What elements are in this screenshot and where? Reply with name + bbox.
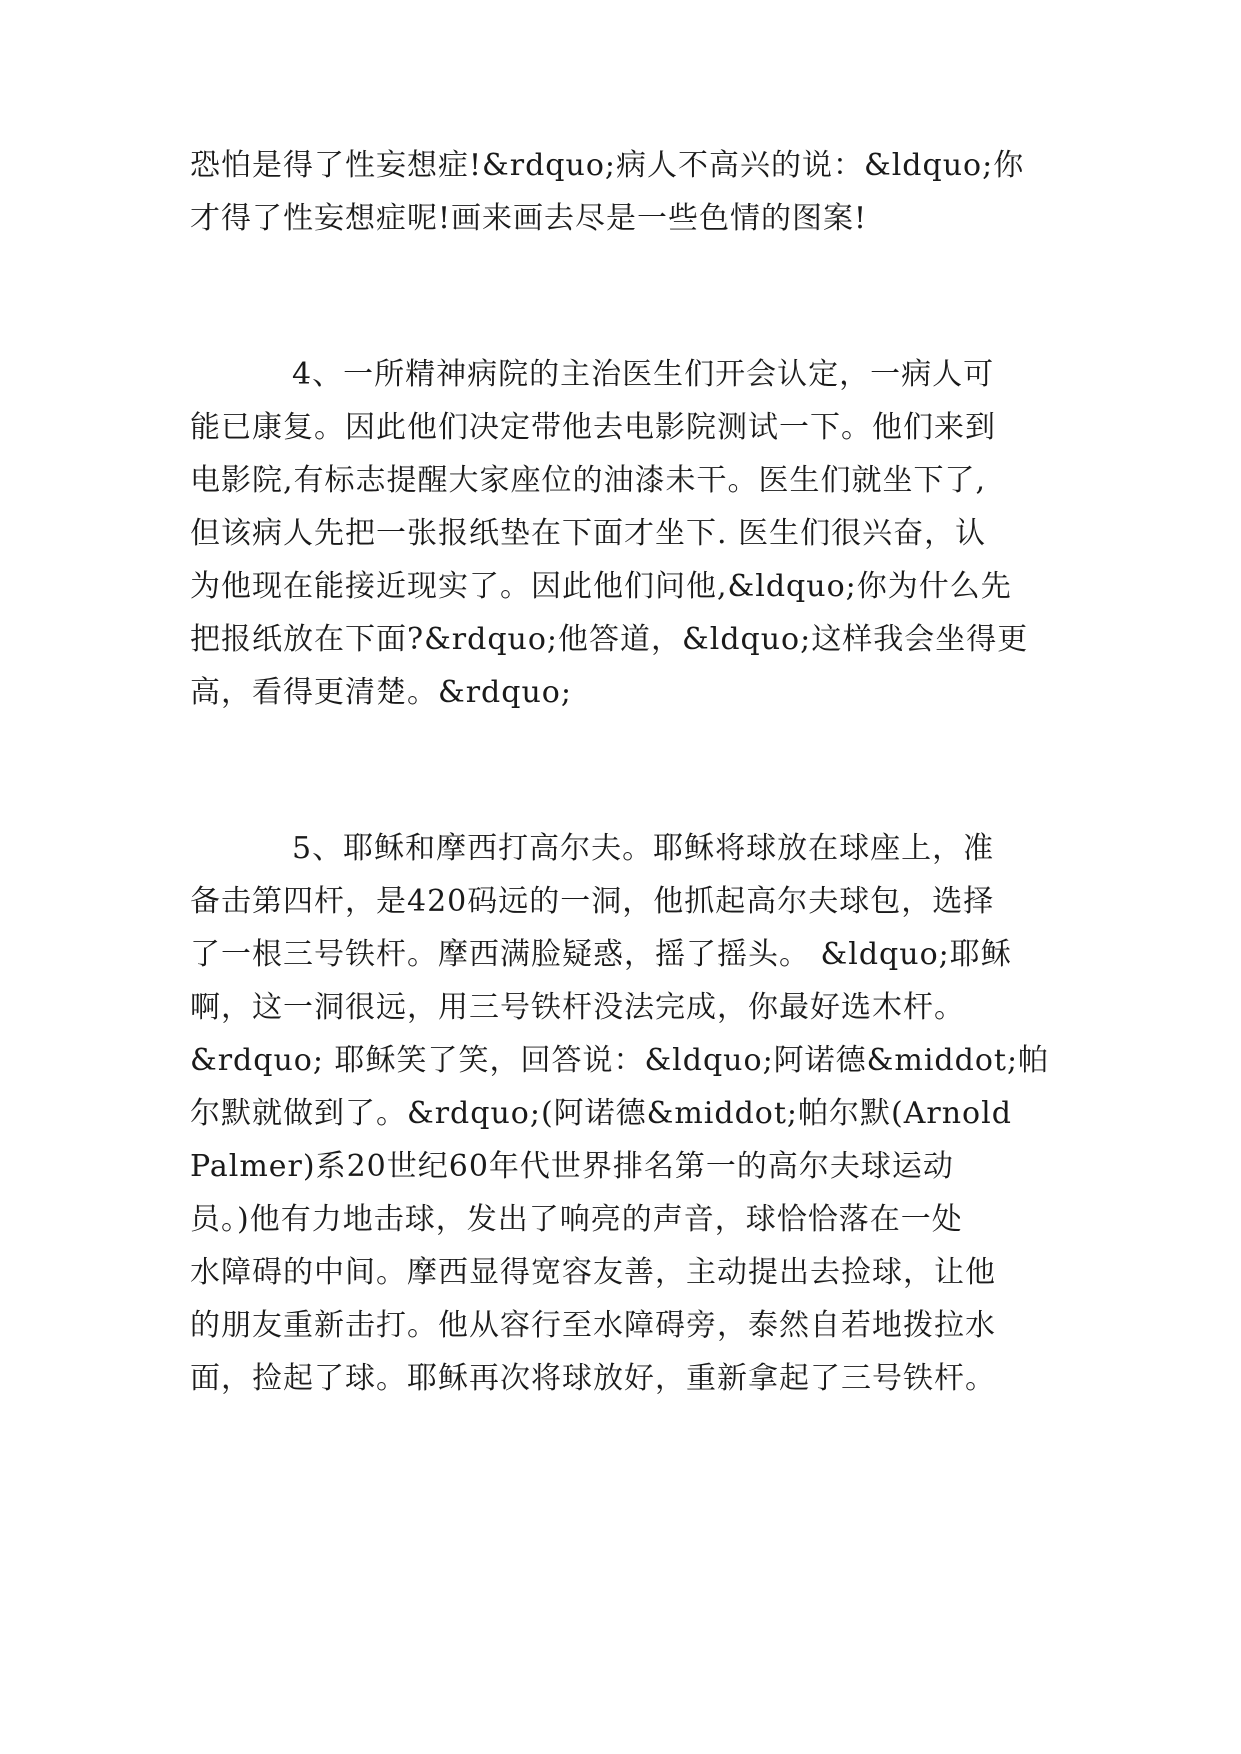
text-line: 的朋友重新击打。他从容行至水障碍旁，泰然自若地拨拉水 — [190, 1308, 996, 1343]
text-line: &rdquo; 耶稣笑了笑，回答说：&ldquo;阿诺德&middot;帕 — [190, 1043, 1050, 1078]
text-line: 员。)他有力地击球，发出了响亮的声音，球恰恰落在一处 — [190, 1202, 963, 1237]
text-line: 尔默就做到了。&rdquo;(阿诺德&middot;帕尔默(Arnold — [190, 1096, 1012, 1131]
text-line: 恐怕是得了性妄想症!&rdquo;病人不高兴的说：&ldquo;你 — [190, 148, 1025, 183]
text-line: 啊，这一洞很远，用三号铁杆没法完成，你最好选木杆。 — [190, 990, 965, 1025]
text-line: 5、耶稣和摩西打高尔夫。耶稣将球放在球座上，准 — [292, 831, 995, 866]
text-line: 了一根三号铁杆。摩西满脸疑惑，摇了摇头。 &ldquo;耶稣 — [190, 937, 1012, 972]
text-line: 才得了性妄想症呢!画来画去尽是一些色情的图案! — [190, 201, 868, 236]
text-line: 但该病人先把一张报纸垫在下面才坐下. 医生们很兴奋，认 — [190, 516, 987, 551]
text-line: 能已康复。因此他们决定带他去电影院测试一下。他们来到 — [190, 410, 996, 445]
text-line: 把报纸放在下面?&rdquo;他答道，&ldquo;这样我会坐得更 — [190, 622, 1029, 657]
text-line: 为他现在能接近现实了。因此他们问他,&ldquo;你为什么先 — [190, 569, 1012, 604]
text-line: 4、一所精神病院的主治医生们开会认定，一病人可 — [292, 357, 995, 392]
text-line: 水障碍的中间。摩西显得宽容友善，主动提出去捡球，让他 — [190, 1255, 996, 1290]
text-line: 高，看得更清楚。&rdquo; — [190, 675, 572, 710]
text-line: 面，捡起了球。耶稣再次将球放好，重新拿起了三号铁杆。 — [190, 1361, 996, 1396]
text-line: 电影院,有标志提醒大家座位的油漆未干。医生们就坐下了, — [190, 463, 987, 498]
text-line: 备击第四杆，是420码远的一洞，他抓起高尔夫球包，选择 — [190, 884, 995, 919]
text-line: Palmer)系20世纪60年代世界排名第一的高尔夫球运动 — [190, 1149, 954, 1184]
